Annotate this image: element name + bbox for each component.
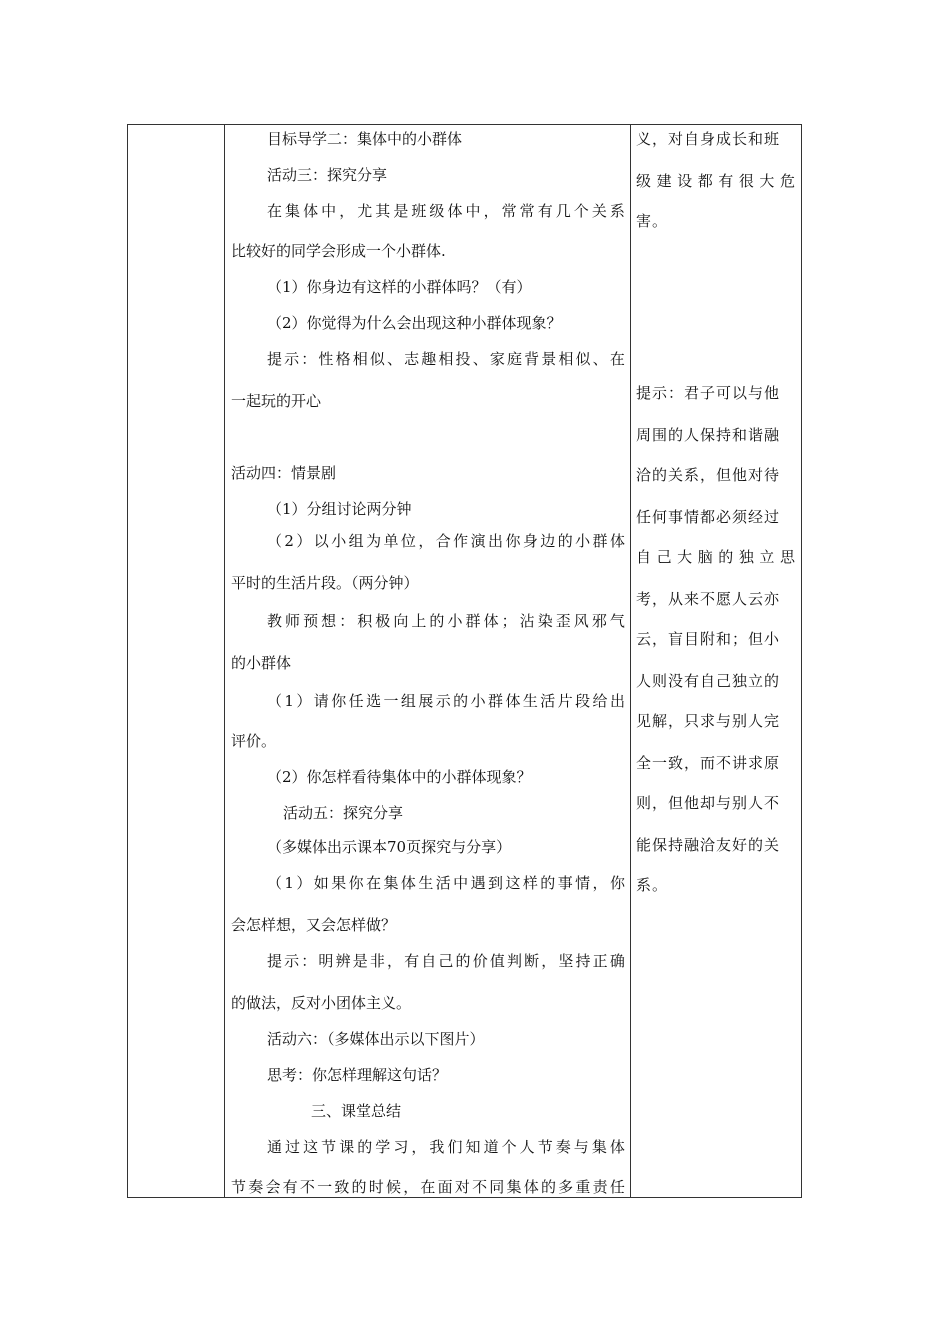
note-text-line: 系。 xyxy=(636,876,669,894)
lesson-text-line: 比较好的同学会形成一个小群体. xyxy=(231,242,446,260)
note-text-line: 能保持融洽友好的关 xyxy=(636,836,781,854)
lesson-text-line: 教 师 预 想 ： 积 极 向 上 的 小 群 体 ； 沾 染 歪 风 邪 气 xyxy=(267,612,625,630)
lesson-text-line: （1）你身边有这样的小群体吗？（有） xyxy=(267,278,532,296)
lesson-text-line: 活动六：（多媒体出示以下图片） xyxy=(267,1030,485,1048)
note-text-line: 任何事情都必须经过 xyxy=(636,508,781,526)
lesson-text-line: 通 过 这 节 课 的 学 习 ， 我 们 知 道 个 人 节 奏 与 集 体 xyxy=(267,1138,625,1156)
lesson-text-line: 活动四：情景剧 xyxy=(231,464,337,482)
lesson-text-line: 的小群体 xyxy=(231,654,292,672)
note-text-line: 自 己 大 脑 的 独 立 思 xyxy=(636,548,796,566)
lesson-text-line: 平时的生活片段。（两分钟） xyxy=(231,574,419,592)
lesson-text-line: 在 集 体 中 ， 尤 其 是 班 级 体 中 ， 常 常 有 几 个 关 系 xyxy=(267,202,625,220)
lesson-table xyxy=(127,124,802,1198)
note-text-line: 害。 xyxy=(636,212,669,230)
lesson-text-line: 会怎样想，又会怎样做？ xyxy=(231,916,397,934)
note-text-line: 考，从来不愿人云亦 xyxy=(636,590,781,608)
note-text-line: 云，盲目附和；但小 xyxy=(636,630,781,648)
lesson-text-line: （1）分组讨论两分钟 xyxy=(267,500,412,518)
lesson-text-line: 节 奏 会 有 不 一 致 的 时 候 ， 在 面 对 不 同 集 体 的 多 重 责 任 xyxy=(231,1178,625,1196)
lesson-text-line: （2）你怎样看待集体中的小群体现象？ xyxy=(267,768,532,786)
note-text-line: 人则没有自己独立的 xyxy=(636,672,781,690)
note-text-line: 级 建 设 都 有 很 大 危 xyxy=(636,172,796,190)
lesson-text-line: 评价。 xyxy=(231,732,277,750)
lesson-text-line: （ 2 ） 以 小 组 为 单 位 ， 合 作 演 出 你 身 边 的 小 群 体 xyxy=(267,532,625,550)
note-text-line: 全一致，而不讲求原 xyxy=(636,754,781,772)
note-text-line: 洽的关系，但他对待 xyxy=(636,466,781,484)
lesson-text-line: 提 示 ： 性 格 相 似 、 志 趣 相 投 、 家 庭 背 景 相 似 、 在 xyxy=(267,350,625,368)
column-divider-right xyxy=(630,125,631,1197)
note-text-line: 则，但他却与别人不 xyxy=(636,794,781,812)
note-text-line: 周围的人保持和谐融 xyxy=(636,426,781,444)
note-text-line: 提示：君子可以与他 xyxy=(636,384,781,402)
lesson-text-line: （2）你觉得为什么会出现这种小群体现象？ xyxy=(267,314,562,332)
lesson-text-line: 活动三：探究分享 xyxy=(267,166,388,184)
lesson-text-line: 三、课堂总结 xyxy=(311,1102,402,1120)
note-text-line: 义，对自身成长和班 xyxy=(636,130,781,148)
lesson-text-line: 提 示 ： 明 辨 是 非 ， 有 自 己 的 价 值 判 断 ， 坚 持 正 确 xyxy=(267,952,625,970)
lesson-text-line: 的做法，反对小团体主义。 xyxy=(231,994,412,1012)
lesson-text-line: 思考：你怎样理解这句话？ xyxy=(267,1066,448,1084)
lesson-text-line: （ 1 ） 请 你 任 选 一 组 展 示 的 小 群 体 生 活 片 段 给 出 xyxy=(267,692,625,710)
column-divider-left xyxy=(224,125,225,1197)
lesson-text-line: （ 1 ） 如 果 你 在 集 体 生 活 中 遇 到 这 样 的 事 情 ， 你 xyxy=(267,874,625,892)
lesson-text-line: 活动五：探究分享 xyxy=(283,804,404,822)
lesson-text-line: 目标导学二：集体中的小群体 xyxy=(267,130,463,148)
note-text-line: 见解，只求与别人完 xyxy=(636,712,781,730)
lesson-text-line: （多媒体出示课本70页探究与分享） xyxy=(267,838,512,856)
lesson-text-line: 一起玩的开心 xyxy=(231,392,322,410)
